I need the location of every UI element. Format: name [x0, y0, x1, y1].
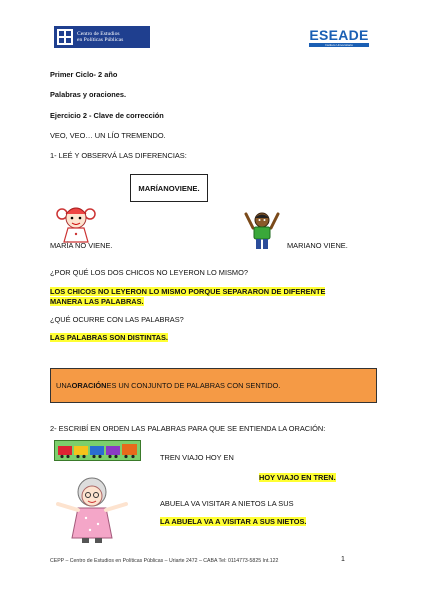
sentence-2-answer: LA ABUELA VA A VISITAR A SUS NIETOS.	[160, 517, 307, 526]
cepp-logo	[54, 26, 150, 48]
exercise-heading: Ejercicio 2 - Clave de corrección	[50, 111, 164, 120]
caption-mariano: MARIANO VIENE.	[287, 241, 348, 250]
girl-illustration	[54, 200, 98, 244]
word-box: MARÍANOVIENE.	[130, 174, 208, 202]
step1-instruction: 1- LEÉ Y OBSERVÁ LAS DIFERENCIAS:	[50, 151, 187, 160]
esade-logo: ESEADE Instituto Universitario	[309, 27, 369, 47]
answer-1-line-2: MANERA LAS PALABRAS.	[50, 297, 144, 306]
question-1: ¿POR QUÉ LOS DOS CHICOS NO LEYERON LO MISMO?	[50, 268, 248, 277]
sentence-1-answer: HOY VIAJO EN TREN.	[259, 473, 336, 482]
answer-1	[50, 287, 325, 296]
train-icon	[55, 441, 140, 460]
train-illustration	[54, 440, 141, 461]
esade-tagline: Instituto Universitario	[309, 43, 369, 47]
answer-1-line-1: LOS CHICOS NO LEYERON LO MISMO PORQUE SEPARARON DE DIFERENTE	[50, 287, 326, 296]
cepp-logo-text: Centro de Estudios en Políticas Públicas	[77, 30, 124, 43]
caption-maria: MARÍA NO VIENE.	[50, 241, 113, 250]
intro-line: VEO, VEO… UN LÍO TREMENDO.	[50, 131, 166, 140]
page-number: 1	[341, 556, 345, 563]
grandma-illustration	[52, 476, 132, 544]
definition-box: UNA ORACIÓN ES UN CONJUNTO DE PALABRAS CON SENTIDO.	[50, 368, 377, 403]
cepp-logo-mark	[57, 29, 73, 45]
sentence-2-words: ABUELA VA VISITAR A NIETOS LA SUS	[160, 499, 294, 508]
definition-term: ORACIÓN	[71, 381, 107, 390]
step2-instruction: 2- ESCRIBÍ EN ORDEN LAS PALABRAS PARA QUE SE ENTIENDA LA ORACIÓN:	[50, 424, 326, 433]
cycle-heading: Primer Ciclo- 2 año	[50, 70, 118, 79]
sentence-1-words: TREN VIAJO HOY EN	[160, 453, 234, 462]
question-2: ¿QUÉ OCURRE CON LAS PALABRAS?	[50, 315, 184, 324]
boy-illustration	[244, 210, 280, 250]
footer-text: CEPP – Centro de Estudios en Políticas Públicas – Uriarte 2472 – CABA Tel: 0114773-5825 Int.122	[50, 558, 279, 564]
answer-2: LAS PALABRAS SON DISTINTAS.	[50, 333, 168, 342]
topic-heading: Palabras y oraciones.	[50, 90, 126, 99]
